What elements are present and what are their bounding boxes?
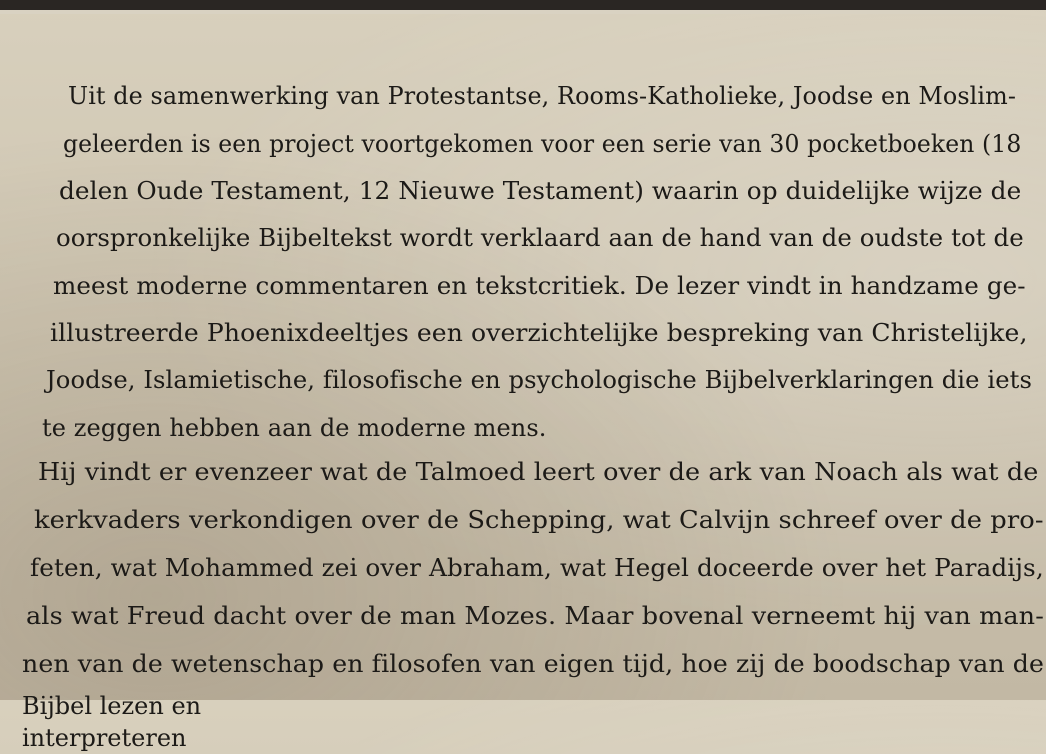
text-line: feten, wat Mohammed zei over Abraham, wat Hegel doceerde over het Paradijs, [30, 554, 1044, 582]
text-line-cutoff [22, 690, 322, 752]
top-dark-band [0, 0, 1046, 10]
text-line: Joodse, Islamietische, filosofische en psychologische Bijbelverklaringen die iets [46, 366, 1033, 394]
text-line: Bijbel lezen en interpreteren [22, 692, 202, 752]
text-line: als wat Freud dacht over de man Mozes. Maar bovenal verneemt hij van man- [26, 602, 1044, 630]
text-line: kerkvaders verkondigen over de Schepping, wat Calvijn schreef over de pro- [34, 506, 1044, 534]
book-text-block [0, 76, 1046, 700]
text-line: oorspronkelijke Bijbeltekst wordt verklaard aan de hand van de oudste tot de [56, 224, 1024, 252]
text-line: nen van de wetenschap en filosofen van eigen tijd, hoe zij de boodschap van de [22, 650, 1045, 678]
text-line: illustreerde Phoenixdeeltjes een overzichtelijke bespreking van Christelijke, [50, 319, 1028, 347]
text-line: te zeggen hebben aan de moderne mens. [42, 414, 547, 442]
text-line: delen Oude Testament, 12 Nieuwe Testament) waarin op duidelijke wijze de [59, 177, 1022, 205]
text-line: Uit de samenwerking van Protestantse, Rooms-Katholieke, Joodse en Moslim- [68, 82, 1016, 110]
text-line: meest moderne commentaren en tekstcritiek. De lezer vindt in handzame ge- [53, 272, 1026, 300]
text-line: Hij vindt er evenzeer wat de Talmoed leert over de ark van Noach als wat de [38, 458, 1039, 486]
text-line: geleerden is een project voortgekomen voor een serie van 30 pocketboeken (18 [63, 130, 1022, 158]
